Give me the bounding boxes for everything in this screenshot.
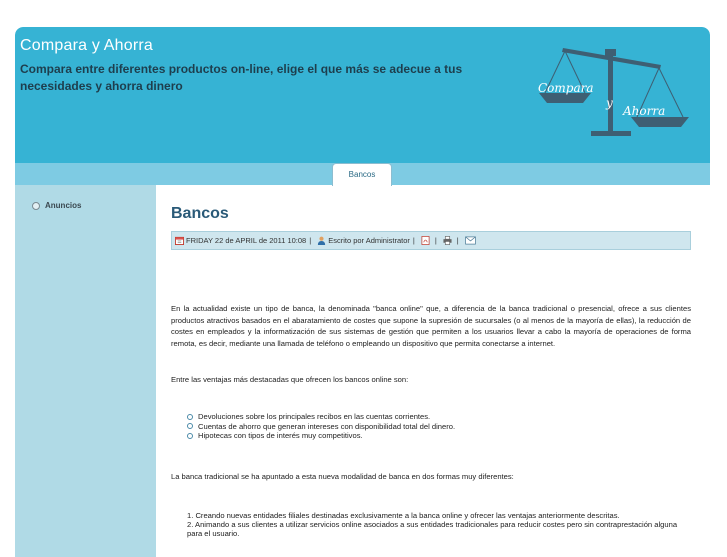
sidebar-item-anuncios[interactable] (32, 201, 81, 210)
logo-word-y: y (606, 96, 613, 110)
ring-bullet-icon (187, 414, 193, 420)
sidebar-item-label: Anuncios (45, 201, 82, 210)
pdf-icon[interactable] (421, 236, 430, 245)
site-header (15, 27, 710, 163)
scale-logo[interactable] (533, 41, 703, 141)
list-item: Devoluciones sobre los principales recibos en las cuentas corrientes. (187, 412, 687, 422)
tab-bancos[interactable]: Bancos (332, 163, 392, 186)
meta-separator: | (456, 236, 459, 245)
article-author: Escrito por Administrator (328, 236, 410, 245)
sidebar (15, 185, 156, 557)
page-frame (15, 27, 710, 557)
logo-word-compara: Compara (538, 81, 594, 95)
list-item: 2. Animando a sus clientes a utilizar servicios online asociados a sus entidades tradicionales para reducir costes pero sin contraprestación alguna para el usuario. (187, 520, 678, 538)
advantages-list (187, 412, 687, 441)
ring-bullet-icon (187, 423, 193, 429)
article-date: FRIDAY 22 de APRIL de 2011 10:08 (186, 236, 307, 245)
article-paragraph: Entre las ventajas más destacadas que ofrecen los bancos online son: (171, 375, 409, 384)
article-paragraph: La banca tradicional se ha apuntado a esta nueva modalidad de banca en dos formas muy diferentes: (171, 472, 514, 481)
meta-separator: | (412, 236, 415, 245)
calendar-icon (175, 236, 184, 245)
list-item: Hipotecas con tipos de interés muy competitivos. (187, 431, 687, 441)
email-icon[interactable] (465, 236, 476, 245)
circle-bullet-icon (32, 202, 40, 210)
site-slogan: Compara entre diferentes productos on-line, elige el que más se adecue a tus necesidades y ahorra dinero (20, 62, 463, 93)
ring-bullet-icon (187, 433, 193, 439)
list-item: 1. Creando nuevas entidades filiales destinadas exclusivamente a la banca online y ofrecer las ventajas anteriormente descritas. (187, 511, 620, 520)
ways-list (187, 511, 687, 538)
meta-separator: | (434, 236, 437, 245)
main-nav (15, 163, 710, 185)
list-item: Cuentas de ahorro que generan intereses con disponibilidad total del dinero. (187, 422, 687, 432)
user-icon (317, 236, 326, 245)
logo-word-ahorra: Ahorra (623, 104, 666, 118)
print-icon[interactable] (443, 236, 452, 245)
site-title[interactable]: Compara y Ahorra (20, 37, 154, 54)
article-paragraph: En la actualidad existe un tipo de banca, la denominada "banca online" que, a diferencia de la banca tradicional o presencial, ofrece a sus clientes productos atractivos basados en el abaratamiento de costes que supone la supresión de sucursales (o al menos de la mayoría de ellas), la reducción de costes en empleados y la informatización de sus sistemas de gestión que permiten a los usuarios llevar a cabo la mayoría de operaciones de forma remota, es decir, mediante una llamada de teléfono o empleando un dispositivo que permita conectarse a internet. (171, 304, 691, 348)
article-meta (171, 231, 691, 250)
meta-separator: | (309, 236, 312, 245)
article-title[interactable]: Bancos (171, 205, 229, 222)
